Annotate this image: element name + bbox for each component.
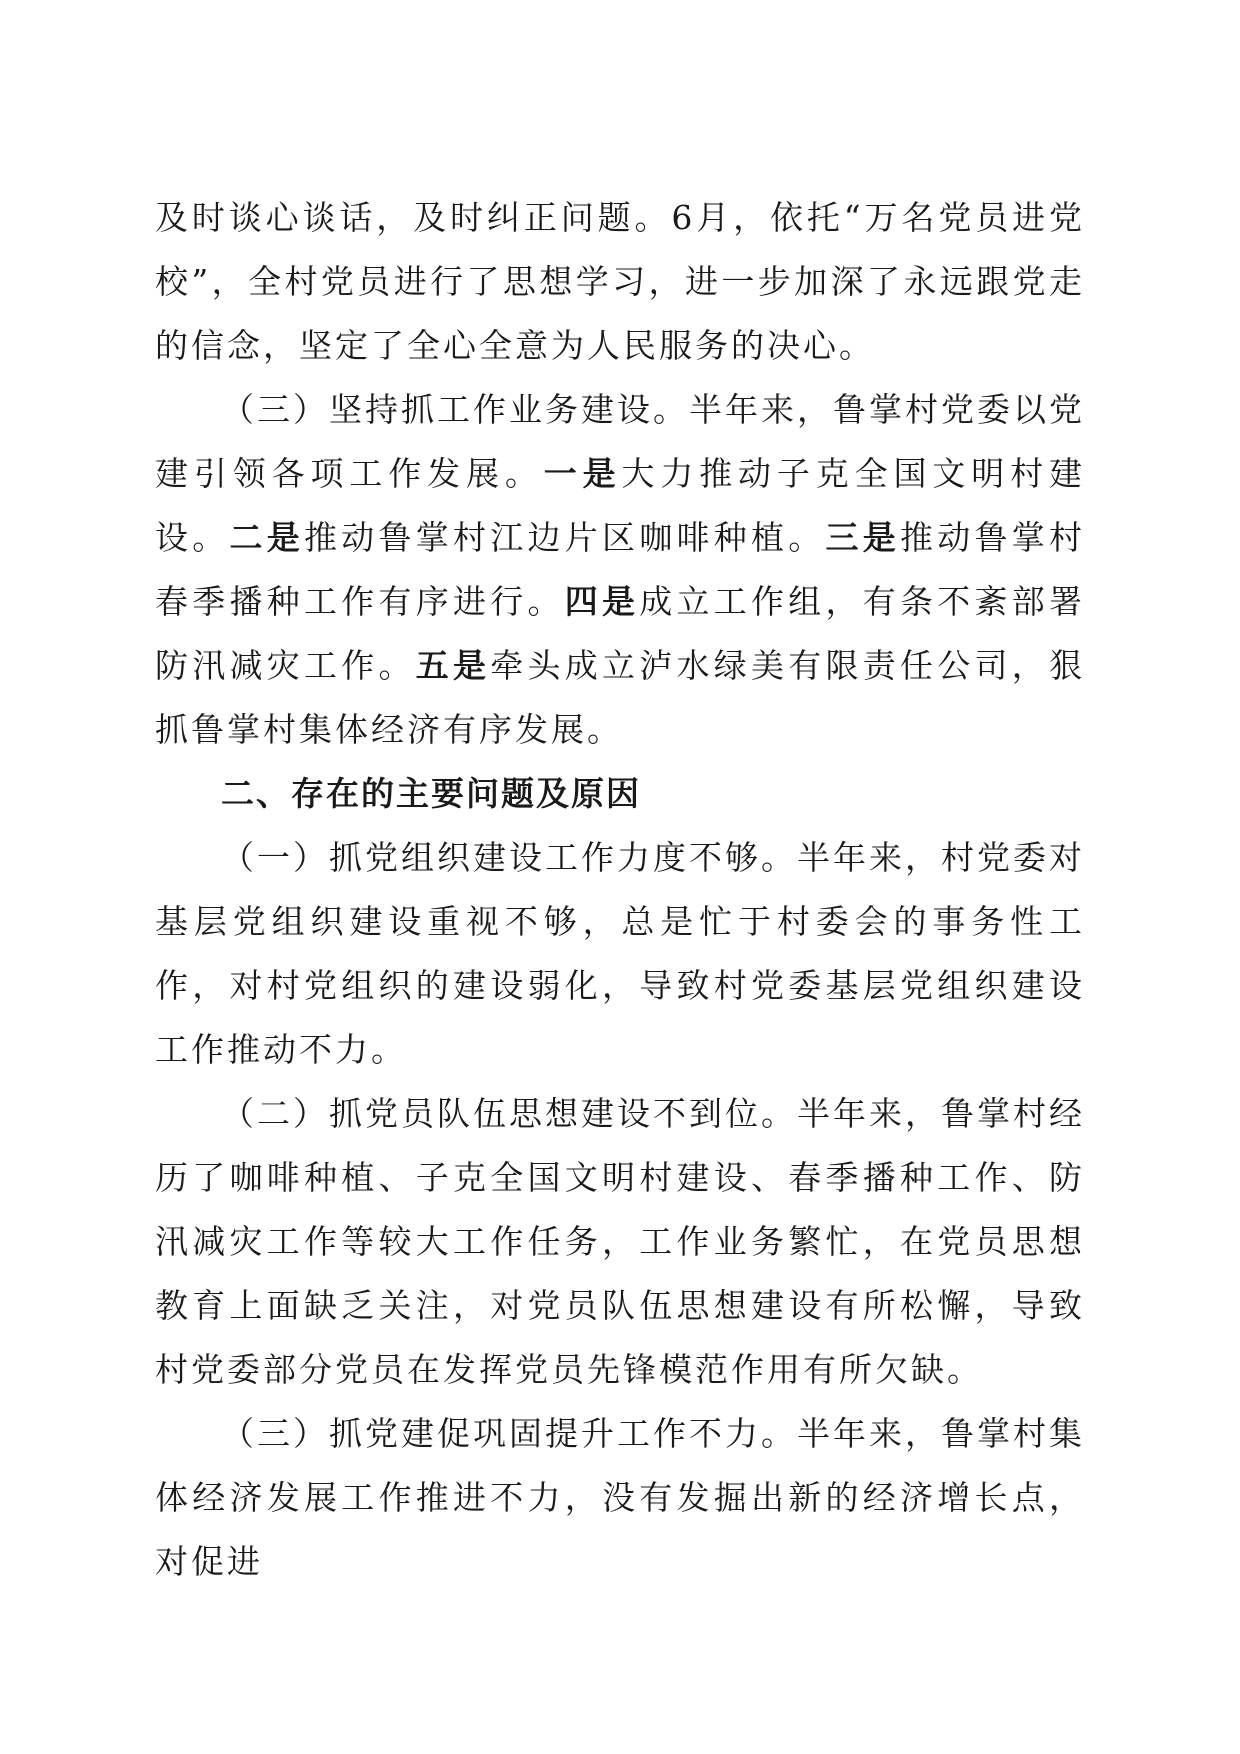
paragraph-problem-3: （三）抓党建促巩固提升工作不力。半年来，鲁掌村集体经济发展工作推进不力，没有发掘出新的经济增长点，对促进 (155, 1414, 1085, 1581)
item-label-5: 五是 (415, 646, 491, 685)
item-text-3: 推动鲁掌村春季播种工作有序进行。 (155, 518, 1085, 621)
paragraph-continuation: 及时谈心谈话，及时纠正问题。6月，依托“万名党员进党校”，全村党员进行了思想学习，进一步加深了永远跟党走的信念，坚定了全心全意为人民服务的决心。 (155, 198, 1085, 365)
paragraph-work-construction (155, 378, 1085, 762)
paragraph-lead: （三）坚持抓工作业务建设。半年来，鲁掌村党委以党建引领各项工作发展。 (155, 390, 1085, 493)
item-text-5: 牵头成立泸水绿美有限责任公司，狠抓鲁掌村集体经济有序发展。 (155, 646, 1085, 749)
paragraph-problem-1: （一）抓党组织建设工作力度不够。半年来，村党委对基层党组织建设重视不够，总是忙于村委会的事务性工作，对村党组织的建设弱化，导致村党委基层党组织建设工作推动不力。 (155, 838, 1085, 1069)
document-body (155, 186, 1085, 1594)
item-label-1: 一是 (543, 454, 622, 493)
section-heading: 二、存在的主要问题及原因 (221, 774, 641, 813)
paragraph-problem-2: （二）抓党员队伍思想建设不到位。半年来，鲁掌村经历了咖啡种植、子克全国文明村建设、春季播种工作、防汛减灾工作等较大工作任务，工作业务繁忙，在党员思想教育上面缺乏关注，对党员队伍思想建设有所松懈，导致村党委部分党员在发挥党员先锋模范作用有所欠缺。 (155, 1094, 1085, 1389)
item-label-4: 四是 (564, 582, 640, 621)
item-text-2: 推动鲁掌村江边片区咖啡种植。 (304, 518, 826, 557)
item-label-3: 三是 (825, 518, 900, 557)
item-label-2: 二是 (229, 518, 304, 557)
item-text-4: 成立工作组，有条不紊部署防汛减灾工作。 (155, 582, 1085, 685)
item-text-1: 大力推动子克全国文明村建设。 (155, 454, 1086, 557)
